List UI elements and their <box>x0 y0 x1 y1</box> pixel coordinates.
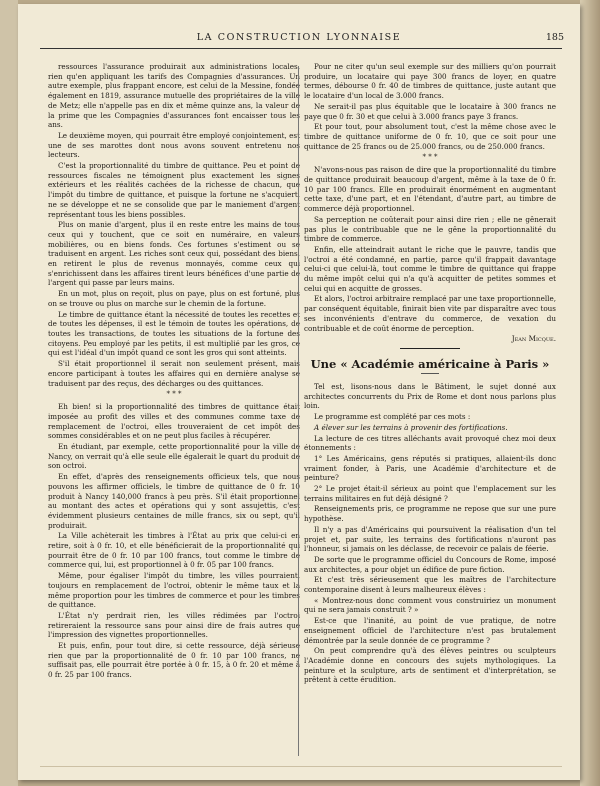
title-underline <box>421 373 439 374</box>
paragraph: Est-ce que l'inanité, au point de vue pratique, de notre enseignement officiel de l'architecture n'est pas brutalement démontrée par la seule donnée de ce programme ? <box>304 616 556 645</box>
paragraph: Eh bien! si la proportionnalité des timbres de quittance était imposée au profit des villes et des communes comme taxe de remplacement de l'octroi, elles trouveraient de cet impôt des sommes considérables et on ne peut plus faciles à récupérer. <box>48 402 300 441</box>
paragraph: Pour ne citer qu'un seul exemple sur des milliers qu'on pourrait produire, un locataire qui paye 300 francs de loyer, en quatre termes, débourse 0 fr. 40 de timbres de quittance, juste autant que le locataire d'un local de 3.000 francs. <box>304 62 556 101</box>
paragraph: L'État n'y perdrait rien, les villes rédimées par l'octroi retireraient la ressource sans pour ainsi dire de frais autres que l'impression des vignettes proportionnelles. <box>48 610 300 640</box>
book-binding <box>0 0 18 786</box>
paragraph: Le programme est complété par ces mots : <box>314 412 471 422</box>
paragraph: De sorte que le programme officiel du Concours de Rome, imposé aux architectes, a pour objet un édifice de pure fiction. <box>304 554 556 574</box>
running-title: LA CONSTRUCTION LYONNAISE <box>196 32 402 43</box>
paragraph: S'il était proportionnel il serait non seulement présent, mais encore participant à toutes les affaires qui en dernière analyse se traduisent par des reçus, des décharges ou des quittances. <box>48 359 300 388</box>
paragraph: Le timbre de quittance étant la nécessité de toutes les recettes et de toutes les dépenses, il est le témoin de toutes les opérations, de toutes les transactions, de toutes les situations de la fortune des citoyens. Peu employé par les petits, il est multiplié par les gros, ce qui est l'idéal d'un impôt quand ce sont les gros qui sont atteints. <box>48 309 300 358</box>
article-separator <box>400 348 460 349</box>
paragraph: 2° Le projet était-il sérieux au point que l'emplacement sur les terrains militaires en fut déjà désigné ? <box>304 484 556 503</box>
paragraph: ressources l'assurance produirait aux administrations locales, rien qu'en appliquant les tarifs des Compagnies d'assurances. Un autre exemple, plus frappant encore, est celui de la Messine, fondée également en 1819, assurance mutuelle des propriétaires de la ville de Metz; elle n'appelle pas en dix et même quinze ans, la valeur de la prime que les Compagnies d'assurances font encaisser tous les ans. <box>48 62 300 130</box>
paragraph: Tel est, lisons-nous dans le Bâtiment, le sujet donné aux architectes concurrents du Prix de Rome et dont nous parlons plus loin. <box>304 381 556 411</box>
page-edge <box>580 0 600 786</box>
page-header <box>18 32 580 46</box>
paragraph: Et alors, l'octroi arbitraire remplacé par une taxe proportionnelle, par conséquent équitable, finirait bien vite par disparaître avec tous ses inconvénients d'entrave du commerce, de vexation du contribuable et de coût énorme de perception. <box>304 294 556 333</box>
paragraph: En un mot, plus on reçoit, plus on paye, plus on est fortuné, plus on se trouve ou plus on marche sur le chemin de la fortune. <box>48 289 300 308</box>
paragraph: On peut comprendre qu'à des élèves peintres ou sculpteurs l'Académie donne en concours des sujets mythologiques. La peinture et la sculpture, arts de sentiment et d'interprétation, se prêtent à cette érudition. <box>304 646 556 685</box>
paragraph: Ne serait-il pas plus équitable que le locataire à 300 francs ne paye que 0 fr. 30 et que celui à 3.000 francs paye 3 francs. <box>304 101 556 121</box>
paragraph: N'avons-nous pas raison de dire que la proportionnalité du timbre de quittance produirait beaucoup d'argent, même à la taxe de 0 fr. 10 par 100 francs. Elle en produirait énormément en augmentant cette taxe, d'une part, et en l'étendant, d'autre part, au timbre de commerce déjà proportionnel. <box>304 165 556 214</box>
paragraph: 1° Les Américains, gens réputés si pratiques, allaient-ils donc vraiment fonder, à Paris, une Académie d'architecture et de peinture? <box>304 453 556 483</box>
section-stars: * * * <box>422 153 438 162</box>
paragraph: Plus on manie d'argent, plus il en reste entre les mains de tous ceux qui y touchent, que ce soit en numéraire, en valeurs mobilières, ou en biens fonds. Ces fortunes s'estiment ou se traduisent en argent. Les riches sont ceux qui, possédant des biens, en retirent le plus de revenus monnayés, comme ceux qui s'enrichissent dans les affaires tirent leurs bénéfices d'une partie de l'argent qui passe par leurs mains. <box>48 220 300 288</box>
right-column <box>304 62 556 686</box>
page-number: 185 <box>545 32 564 43</box>
paragraph: Enfin, elle atteindrait autant le riche que le pauvre, tandis que l'octroi a été condamné, en partie, parce qu'il frappait davantage celui-ci que celui-là, tout comme le timbre de quittance qui frappe du même impôt celui qui n'a qu'à acquitter de petites sommes et celui qui en acquitte de grosses. <box>304 244 556 293</box>
paragraph: Sa perception ne coûterait pour ainsi dire rien ; elle ne gênerait pas plus le contribuable que ne le gêne la proportionnalité du timbre de commerce. <box>304 214 556 244</box>
paragraph: Il n'y a pas d'Américains qui poursuivent la réalisation d'un tel projet et, par suite, les terrains des fortifications n'auront pas l'honneur, si jamais on les déclasse, de recevoir ce palais de féerie. <box>304 524 556 554</box>
paragraph: Le deuxième moyen, qui pourrait être employé conjointement, est une de ses marottes dont nous avons souvent entretenu nos lecteurs. <box>48 130 300 160</box>
paragraph: Même, pour égaliser l'impôt du timbre, les villes pourraient, toujours en remplacement de l'octroi, obtenir le même taux et la même proportion pour les timbres de commerce et pour les timbres de quittance. <box>48 571 300 610</box>
paragraph: Renseignements pris, ce programme ne repose que sur une pure hypothèse. <box>304 504 556 524</box>
section-stars: * * * <box>166 390 182 399</box>
page-foot-rule <box>40 766 562 767</box>
paragraph: « Montrez-nous donc comment vous construiriez un monument qui ne sera jamais construit ? » <box>304 595 556 615</box>
paragraph: Et puis, enfin, pour tout dire, si cette ressource, déjà sérieuse rien que par la proportionnalité de 0 fr. 10 par 100 francs, ne suffisait pas, elle pourrait être portée à 0 fr. 15, à 0 fr. 20 et même à 0 fr. 25 par 100 francs. <box>48 641 300 680</box>
paragraph-italic: A élever sur les terrains à provenir des fortifications. <box>314 422 508 432</box>
header-rule <box>40 48 562 49</box>
journal-page <box>18 4 580 780</box>
paragraph: En effet, d'après des renseignements officieux tels, que nous pouvons les affirmer officiels, le timbre de quittance de 0 fr. 10 produit à Nancy 140,000 francs à peu près. S'il était proportionnel au montant des actes et opérations qui y sont assujettis, c'est évidemment plusieurs centaines de mille francs, six ou sept, qu'il produirait. <box>48 472 300 530</box>
paragraph: En étudiant, par exemple, cette proportionnalité pour la ville de Nancy, on verrait qu'à elle seule elle égalerait le quart du produit de son octroi. <box>48 442 300 471</box>
article-title: Une « Académie américaine à Paris » <box>310 356 550 371</box>
paragraph: La Ville achèterait les timbres à l'État au prix que celui-ci en retire, soit à 0 fr. 10, et elle bénéficierait de la proportionnalité qui pourrait être de 0 fr. 10 par 100 francs, tout comme le timbre de commerce qui, lui, est proportionnel à 0 fr. 05 par 100 francs. <box>48 531 300 570</box>
paragraph: Et pour tout, pour absolument tout, c'est la même chose avec le timbre de quittance uniforme de 0 fr. 10, que ce soit pour une quittance de 25 francs ou de 25.000 francs, ou de 250.000 francs. <box>304 122 556 151</box>
column-divider <box>298 66 299 756</box>
left-column <box>48 62 300 681</box>
paragraph: Et c'est très sérieusement que les maîtres de l'architecture contemporaine disent à leurs malheureux élèves : <box>304 575 556 595</box>
paragraph: C'est la proportionnalité du timbre de quittance. Peu et point de ressources fiscales ne témoignent plus exactement les signes extérieurs et les réalités cachées de la richesse de chacun, que l'impôt du timbre de quittance, et puisque la fortune ne s'acquiert, ne se développe et ne se consolide que par le maniement d'argent représentant tous les biens possibles. <box>48 161 300 219</box>
paragraph: La lecture de ces titres alléchants avait provoqué chez moi deux étonnements : <box>304 433 556 453</box>
author-signature: Jean Micque. <box>511 334 556 344</box>
